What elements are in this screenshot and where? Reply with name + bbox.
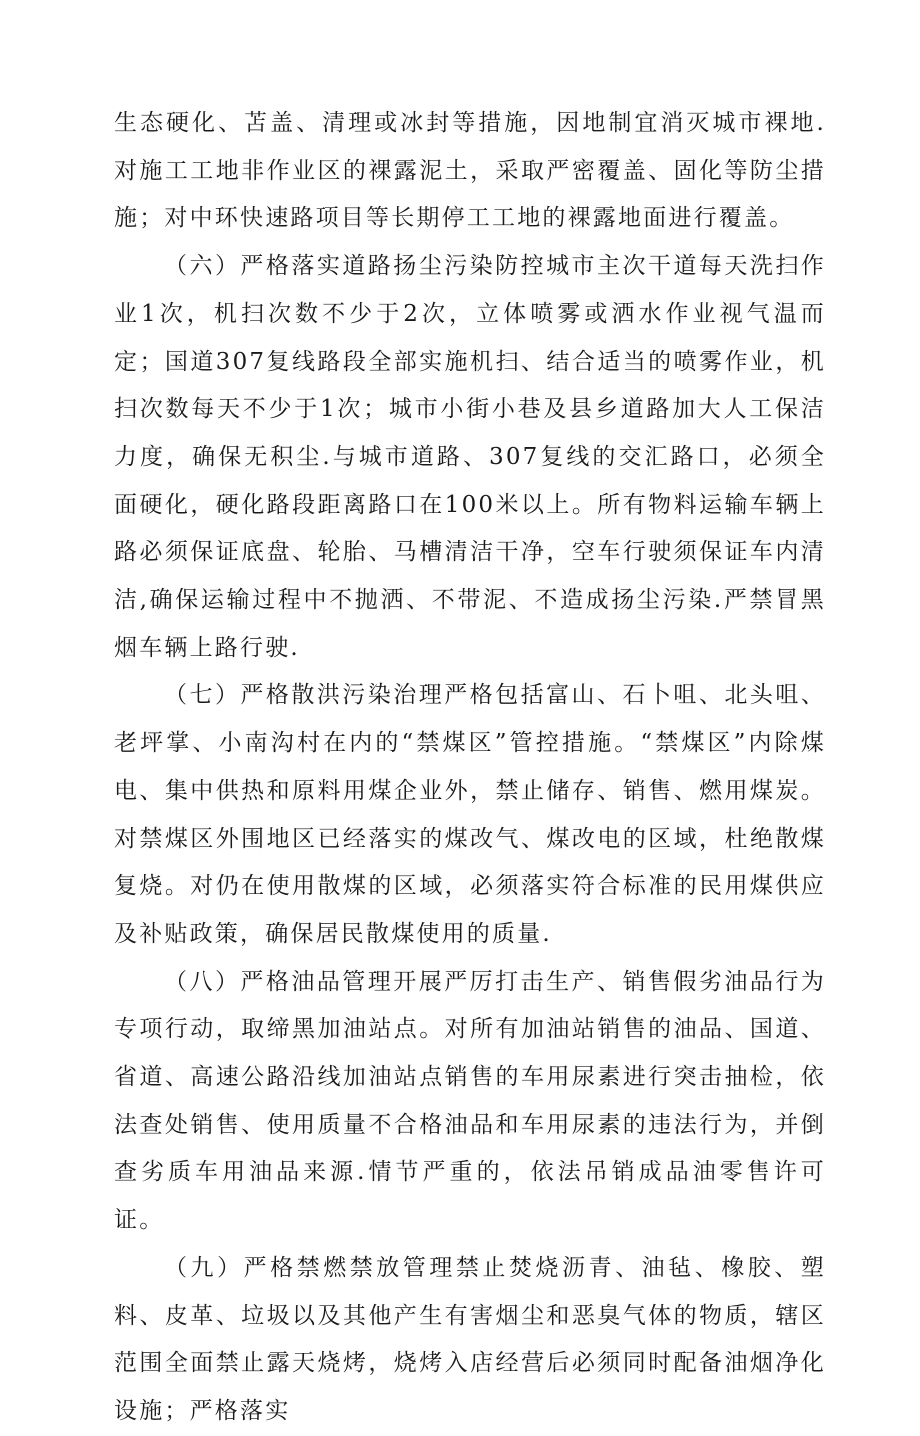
paragraph-section-6-road-dust: （六）严格落实道路扬尘污染防控城市主次干道每天洗扫作业1次，机扫次数不少于2次，立体喷雾或洒水作业视气温而定；国道307复线路段全部实施机扫、结合适当的喷雾作业，机扫次数每天不少于1次；城市小街小巷及县乡道路加大人工保洁力度，确保无积尘.与城市道路、307复线的交汇路口，必须全面硬化，硬化路段距离路口在100米以上。所有物料运输车辆上路必须保证底盘、轮胎、马槽清洁干净，空车行驶须保证车内清洁,确保运输过程中不抛洒、不带泥、不造成扬尘污染.严禁冒黑烟车辆上路行驶. xyxy=(114,253,826,661)
paragraph-section-9-burning-ban: （九）严格禁燃禁放管理禁止焚烧沥青、油毡、橡胶、塑料、皮革、垃圾以及其他产生有害烟尘和恶臭气体的物质，辖区范围全面禁止露天烧烤，烧烤入店经营后必须同时配备油烟净化设施；严格落实 xyxy=(114,1254,826,1424)
paragraph-continuation: 生态硬化、苫盖、清理或冰封等措施，因地制宜消灭城市裸地.对施工工地非作业区的裸露泥土，采取严密覆盖、固化等防尘措施；对中环快速路项目等长期停工工地的裸露地面进行覆盖。 xyxy=(114,110,826,232)
paragraph-section-8-fuel-management: （八）严格油品管理开展严厉打击生产、销售假劣油品行为专项行动，取缔黑加油站点。对所有加油站销售的油品、国道、省道、高速公路沿线加油站点销售的车用尿素进行突击抽检，依法查处销售、使用质量不合格油品和车用尿素的违法行为，并倒查劣质车用油品来源.情节严重的，依法吊销成品油零售许可证。 xyxy=(114,968,826,1234)
document-body xyxy=(114,100,826,1436)
paragraph-section-7-coal-control: （七）严格散洪污染治理严格包括富山、石卜咀、北头咀、老坪掌、小南沟村在内的“禁煤区”管控措施。“禁煤区”内除煤电、集中供热和原料用煤企业外，禁止储存、销售、燃用煤炭。对禁煤区外围地区已经落实的煤改气、煤改电的区域，杜绝散煤复烧。对仍在使用散煤的区域，必须落实符合标准的民用煤供应及补贴政策，确保居民散煤使用的质量. xyxy=(114,682,826,947)
